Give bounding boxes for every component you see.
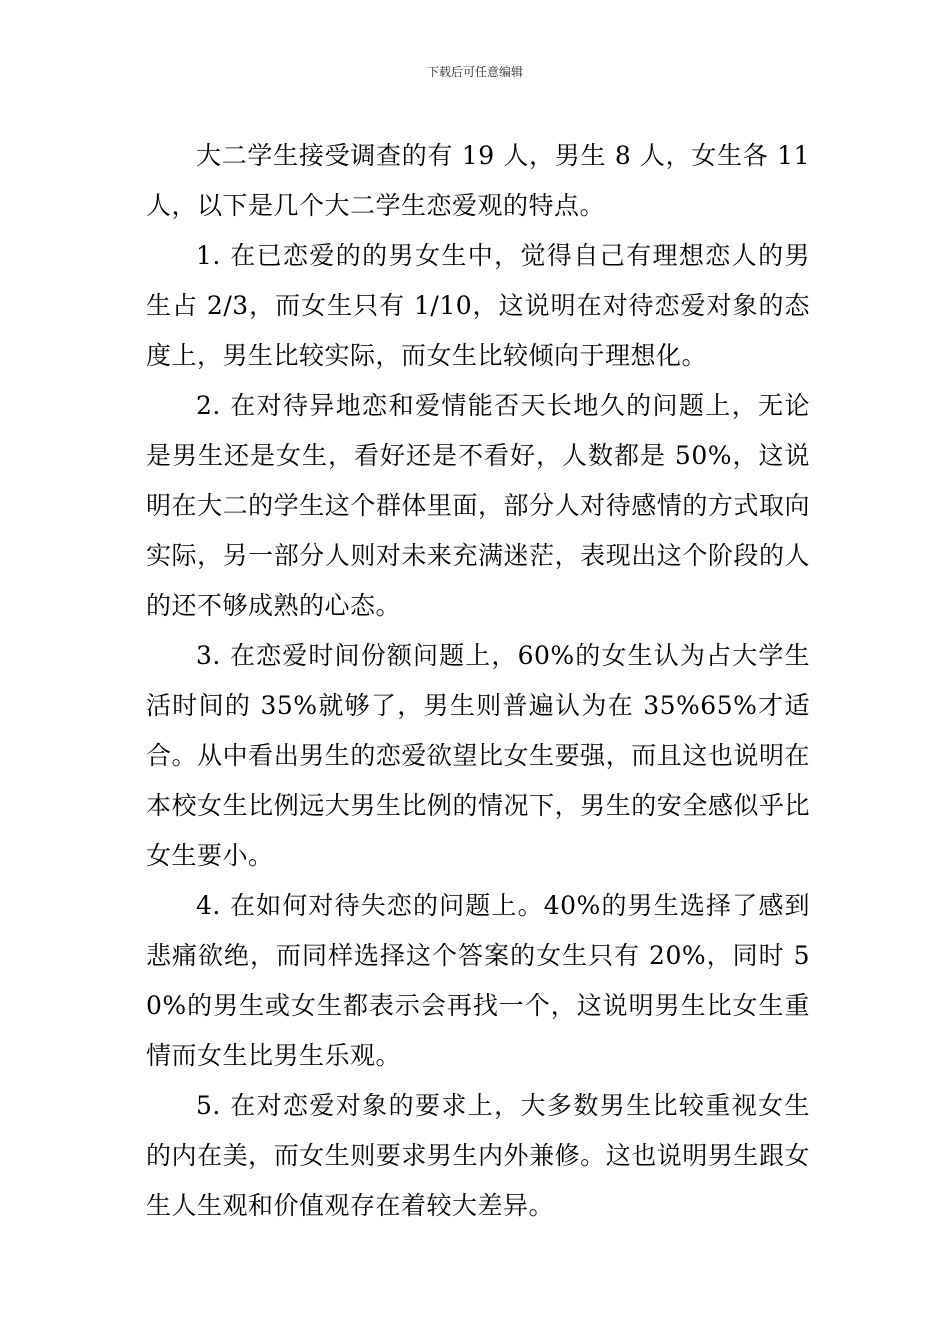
point-1-paragraph: 1. 在已恋爱的的男女生中，觉得自己有理想恋人的男生占 2/3，而女生只有 1/10，这说明在对待恋爱对象的态度上，男生比较实际，而女生比较倾向于理想化。 <box>146 241 810 370</box>
point-2-paragraph: 2. 在对待异地恋和爱情能否天长地久的问题上，无论是男生还是女生，看好还是不看好，人数都是 50%，这说明在大二的学生这个群体里面，部分人对待感情的方式取向实际，另一部分人则对未来充满迷茫，表现出这个阶段的人的还不够成熟的心态。 <box>146 391 810 620</box>
point-3-paragraph: 3. 在恋爱时间份额问题上，60%的女生认为占大学生活时间的 35%就够了，男生则普遍认为在 35%65%才适合。从中看出男生的恋爱欲望比女生要强，而且这也说明在本校女生比例远大男生比例的情况下，男生的安全感似乎比女生要小。 <box>146 641 810 870</box>
document-body <box>146 131 810 1231</box>
intro-paragraph: 大二学生接受调查的有 19 人，男生 8 人，女生各 11 人，以下是几个大二学生恋爱观的特点。 <box>146 141 810 220</box>
page-header: 下载后可任意编辑 <box>426 65 523 79</box>
point-5-paragraph: 5. 在对恋爱对象的要求上，大多数男生比较重视女生的内在美，而女生则要求男生内外兼修。这也说明男生跟女生人生观和价值观存在着较大差异。 <box>146 1091 810 1220</box>
point-4-paragraph: 4. 在如何对待失恋的问题上。40%的男生选择了感到悲痛欲绝，而同样选择这个答案的女生只有 20%，同时 50%的男生或女生都表示会再找一个，这说明男生比女生重情而女生比男生乐观。 <box>146 891 810 1070</box>
